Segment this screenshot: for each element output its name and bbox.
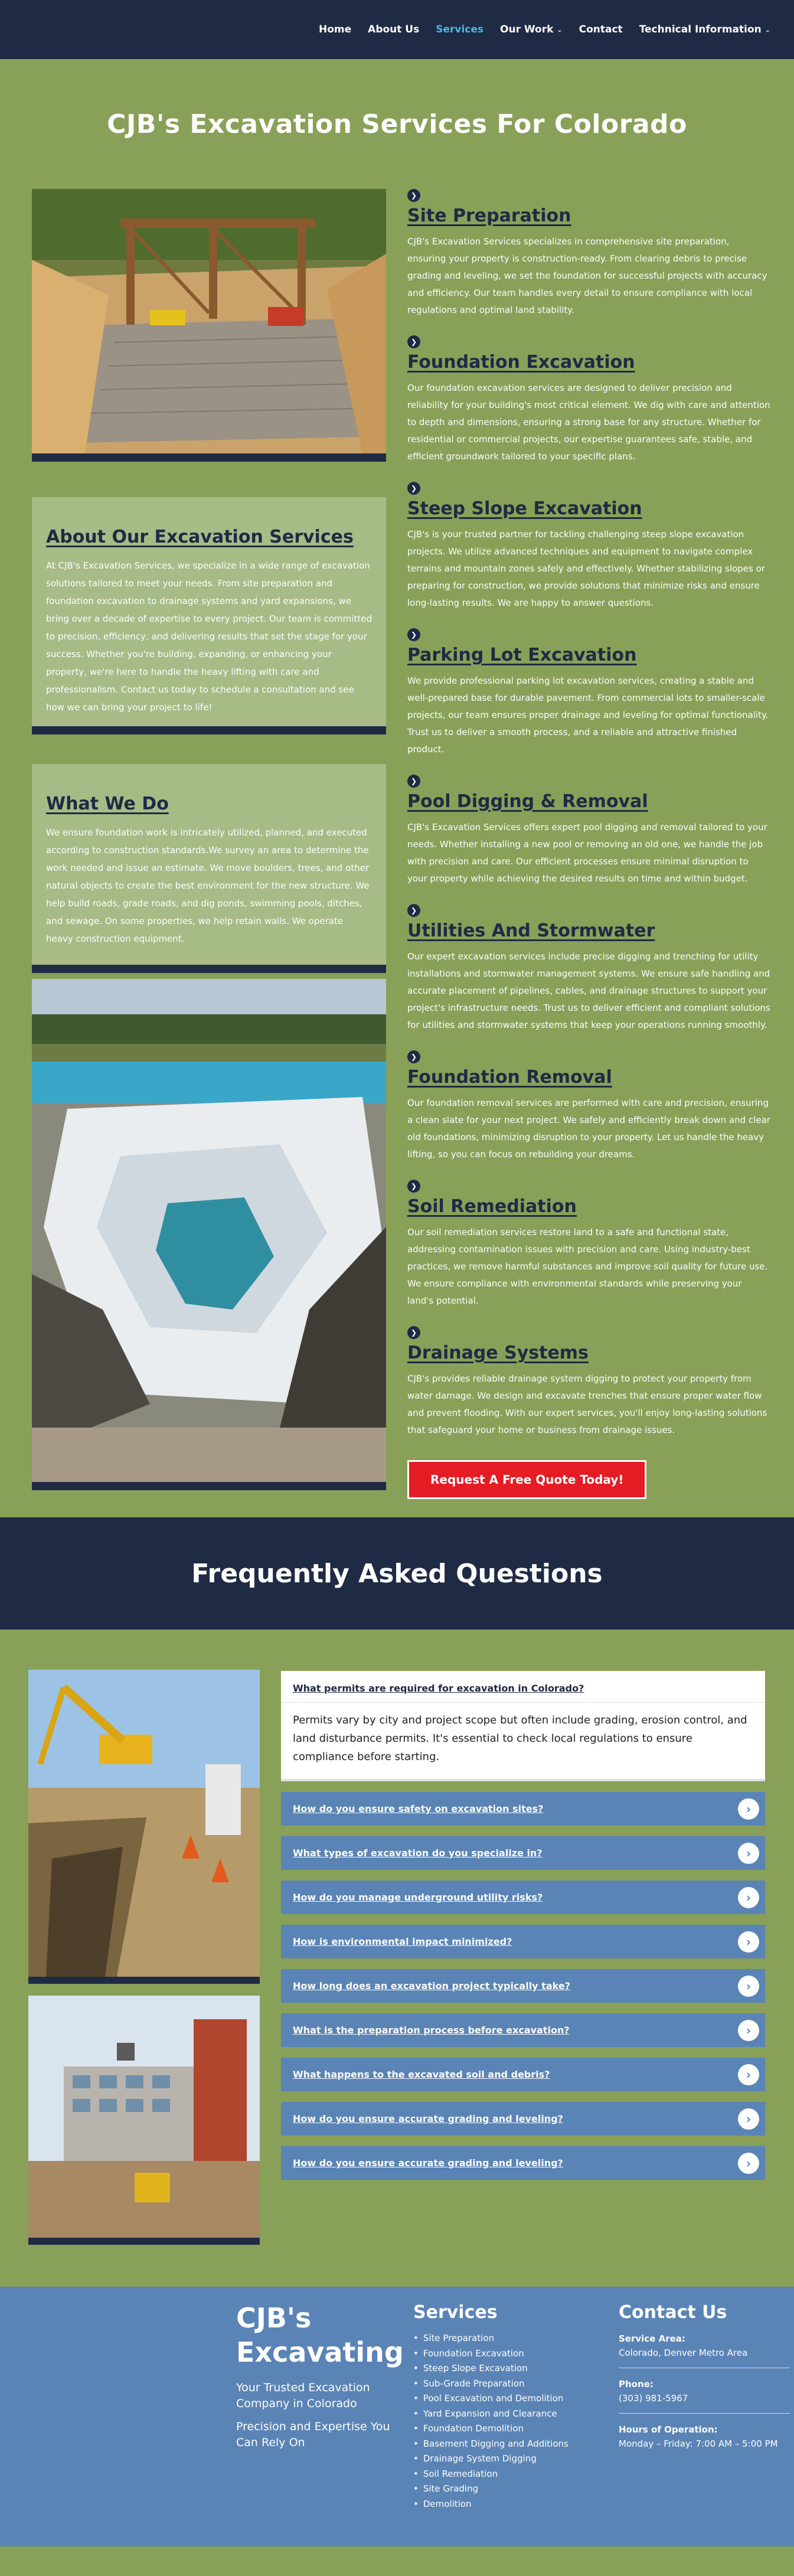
hours-value: Monday – Friday: 7:00 AM – 5:00 PM	[619, 2438, 778, 2449]
service-area-label: Service Area:	[619, 2333, 685, 2344]
service-title: Foundation Removal	[407, 1067, 612, 1088]
faq-question: How do you ensure accurate grading and leveling?	[293, 2113, 563, 2124]
phone-value[interactable]: (303) 981-5967	[619, 2393, 688, 2404]
chevron-down-icon: ⌄	[764, 25, 770, 34]
service-text: CJB's is your trusted partner for tackling challenging steep slope excavation projects. We utilize advanced techniques and equipment to navigate complex terrains and mountain zones safely and effectively. Whether stabilizing slopes or preparing for construction, we provide solutions that minimize risks and ensure long-lasting results. We are happy to answer questions.	[407, 529, 765, 608]
chevron-right-icon[interactable]: ›	[738, 2108, 759, 2130]
arrow-right-icon: ❯	[407, 1180, 420, 1193]
top-nav	[0, 0, 794, 59]
footer-tagline-1: Your Trusted Excavation Company in Colorado	[236, 2381, 370, 2410]
chevron-right-icon[interactable]: ›	[738, 1931, 759, 1953]
faq-question: What types of excavation do you specialize in?	[293, 1847, 543, 1859]
footer-service-link[interactable]: • Drainage System Digging	[413, 2451, 590, 2467]
service-item	[407, 1180, 770, 1310]
about-text: At CJB's Excavation Services, we specialize in a wide range of excavation solutions tailored to meet your needs. From site preparation and foundation excavation to drainage systems and yard expansions, we bring over a decade of expertise to every project. Our team is committed to precision, efficiency, and delivering results that set the stage for your success. Whether you're building, expanding, or enhancing your property, we're here to handle the heavy lifting with care and professionalism. Contact us today to schedule a consultation and see how we can bring your project to life!	[46, 560, 372, 713]
pool-illustration	[32, 979, 386, 1482]
footer-service-link[interactable]: • Foundation Excavation	[413, 2346, 590, 2362]
footer	[0, 2287, 794, 2546]
phone-block	[619, 2379, 790, 2414]
faq-banner	[0, 1517, 794, 1630]
phone-label: Phone:	[619, 2379, 654, 2389]
footer-service-link[interactable]: • Demolition	[413, 2497, 590, 2512]
service-area-value: Colorado, Denver Metro Area	[619, 2348, 748, 2358]
request-quote-button[interactable]: Request A Free Quote Today!	[407, 1460, 646, 1499]
faq-title: Frequently Asked Questions	[191, 1558, 603, 1589]
chevron-down-icon: ⌄	[557, 25, 563, 34]
footer-service-link[interactable]: • Pool Excavation and Demolition	[413, 2391, 590, 2407]
footer-services-list	[413, 2331, 590, 2512]
footer-services	[413, 2302, 590, 2512]
construction-illustration	[28, 1996, 260, 2238]
what-we-do-title: What We Do	[46, 794, 169, 814]
service-text: CJB's Excavation Services specializes in comprehensive site preparation, ensuring your property is construction-ready. From clearing debris to precise grading and leveling, we set the foundation for successful projects with accuracy and efficiency. Our team handles every detail to ensure compliance with local regulations and optimal land stability.	[407, 236, 767, 315]
service-text: Our expert excavation services include precise digging and trenching for utility installations and stormwater management systems. We ensure safe handling and accurate placement of pipelines, cables, and drainage structures to support your project's infrastructure needs. Trust us to deliver efficient and compliant solutions for utilities and stormwater systems that keep your operations running smoothly.	[407, 951, 770, 1030]
nav-item-about-us[interactable]	[368, 24, 419, 35]
site-excavation-illustration	[32, 189, 386, 453]
faq-open-answer: Permits vary by city and project scope but often include grading, erosion control, and land disturbance permits. It's essential to check local regulations to ensure compliance before starting.	[293, 1714, 747, 1763]
service-title: Site Preparation	[407, 205, 571, 226]
service-title: Soil Remediation	[407, 1196, 577, 1217]
service-text: We provide professional parking lot excavation services, creating a stable and well-prepared base for durable pavement. From commercial lots to smaller-scale projects, our team ensures proper drainage and leveling for optimal functionality. Trust us to deliver a smooth process, and a reliable and attractive finished product.	[407, 675, 769, 755]
hours-block	[619, 2424, 790, 2459]
faq-item[interactable]	[281, 1969, 765, 2003]
arrow-right-icon: ❯	[407, 189, 420, 202]
service-title: Foundation Excavation	[407, 352, 635, 373]
faq-item[interactable]	[281, 2102, 765, 2136]
faq-items	[281, 1792, 765, 2180]
footer-brand-name: CJB's Excavating	[236, 2302, 404, 2368]
service-title: Steep Slope Excavation	[407, 498, 642, 519]
chevron-right-icon[interactable]: ›	[738, 1843, 759, 1864]
service-title: Parking Lot Excavation	[407, 645, 637, 665]
footer-contact-title: Contact Us	[619, 2302, 727, 2323]
arrow-right-icon: ❯	[407, 628, 420, 641]
faq-question: What happens to the excavated soil and debris?	[293, 2069, 550, 2080]
construction-site-image	[28, 1996, 260, 2245]
faq-item[interactable]	[281, 2013, 765, 2047]
service-item	[407, 775, 770, 887]
what-we-do-text: We ensure foundation work is intricately utilized, planned, and executed according to construction standards.We survey an area to determine the work needed and issue an estimate. We move boulders, trees, and other natural objects to create the best environment for the new structure. We help build roads, grade roads, and dig ponds, swimming pools, ditches, and sewage. On some properties, we help retain walls. We operate heavy construction equipment.	[46, 827, 370, 944]
services-section	[0, 189, 794, 1517]
arrow-right-icon: ❯	[407, 904, 420, 917]
service-item	[407, 335, 770, 465]
nav-item-label: Services	[436, 24, 484, 35]
nav-item-technical-information[interactable]	[639, 24, 770, 35]
chevron-right-icon[interactable]: ›	[738, 2064, 759, 2085]
faq-item[interactable]	[281, 1836, 765, 1870]
nav-item-label: Technical Information	[639, 24, 762, 35]
faq-open-item	[281, 1671, 765, 1781]
nav-item-contact[interactable]	[579, 24, 623, 35]
faq-question: How is environmental impact minimized?	[293, 1936, 512, 1947]
service-item	[407, 628, 770, 758]
service-area-block	[619, 2333, 790, 2368]
hero	[0, 59, 794, 189]
footer-brand	[236, 2301, 404, 2451]
chevron-right-icon[interactable]: ›	[738, 2020, 759, 2041]
service-text: CJB's Excavation Services offers expert pool digging and removal tailored to your needs. Whether installing a new pool or removing an old one, we handle the job with precision and care. Our efficient processes ensure minimal disruption to your property while achieving the desired results on time and within budget.	[407, 822, 767, 884]
service-item	[407, 482, 770, 612]
pool-image	[32, 979, 386, 1490]
nav-item-label: Our Work	[500, 24, 554, 35]
nav-item-label: Contact	[579, 24, 623, 35]
hours-label: Hours of Operation:	[619, 2424, 718, 2435]
faq-item[interactable]	[281, 2058, 765, 2091]
footer-service-link[interactable]: • Sub-Grade Preparation	[413, 2376, 590, 2392]
footer-service-link[interactable]: • Steep Slope Excavation	[413, 2361, 590, 2376]
nav-item-services[interactable]	[436, 24, 483, 35]
service-title: Drainage Systems	[407, 1343, 589, 1363]
service-title: Pool Digging & Removal	[407, 791, 648, 812]
service-text: Our foundation excavation services are designed to deliver precision and reliability for your building's most critical element. We dig with care and attention to depth and dimensions, ensuring a strong base for any structure. Whether for residential or commercial projects, our expertise guarantees safe, stable, and efficient groundwork tailored to your specific plans.	[407, 383, 770, 462]
footer-service-link[interactable]: • Foundation Demolition	[413, 2421, 590, 2437]
faq-question: How do you ensure safety on excavation sites?	[293, 1803, 544, 1814]
chevron-right-icon[interactable]: ›	[738, 2153, 759, 2174]
about-card	[32, 497, 386, 734]
faq-item[interactable]	[281, 2146, 765, 2180]
services-list	[407, 189, 770, 1499]
arrow-right-icon: ❯	[407, 1326, 420, 1339]
footer-contact	[619, 2302, 790, 2469]
footer-service-link[interactable]: • Soil Remediation	[413, 2467, 590, 2482]
chevron-right-icon[interactable]: ›	[738, 1798, 759, 1820]
service-title: Utilities And Stormwater	[407, 920, 655, 941]
footer-tagline-2: Precision and Expertise You Can Rely On	[236, 2420, 390, 2449]
service-text: Our foundation removal services are performed with care and precision, ensuring a clean slate for your next project. We safely and efficiently break down and clear old foundations, minimizing disruption to your property. Let us handle the heavy lifting, so you can focus on rebuilding your dreams.	[407, 1098, 770, 1160]
arrow-right-icon: ❯	[407, 1050, 420, 1063]
arrow-right-icon: ❯	[407, 482, 420, 495]
service-text: Our soil remediation services restore land to a safe and functional state, addressing contamination issues with precision and care. Using industry-best practices, we remove harmful substances and improve soil quality for future use. We ensure compliance with environmental standards while preserving your land's potential.	[407, 1227, 768, 1306]
faq-item[interactable]	[281, 1925, 765, 1958]
nav-item-our-work[interactable]	[500, 24, 563, 35]
nav-menu	[319, 24, 770, 35]
about-title: About Our Excavation Services	[46, 527, 354, 547]
faq-question: What is the preparation process before excavation?	[293, 2025, 570, 2036]
arrow-right-icon: ❯	[407, 335, 420, 348]
faq-question: How do you ensure accurate grading and leveling?	[293, 2157, 563, 2169]
arrow-right-icon: ❯	[407, 775, 420, 788]
chevron-right-icon[interactable]: ›	[738, 1976, 759, 1997]
excavator-illustration	[28, 1670, 260, 1977]
nav-item-label: Home	[319, 24, 352, 35]
nav-item-home[interactable]	[319, 24, 351, 35]
chevron-right-icon[interactable]: ›	[738, 1887, 759, 1908]
faq-question: How long does an excavation project typically take?	[293, 1980, 570, 1991]
faq-open-question[interactable]: What permits are required for excavation in Colorado?	[281, 1671, 765, 1703]
service-item	[407, 1050, 770, 1163]
faq-accordion	[281, 1671, 765, 2190]
footer-service-link[interactable]: • Site Preparation	[413, 2331, 590, 2346]
footer-services-title: Services	[413, 2302, 498, 2323]
footer-service-link[interactable]: • Basement Digging and Additions	[413, 2437, 590, 2452]
footer-service-link[interactable]: • Yard Expansion and Clearance	[413, 2407, 590, 2422]
faq-section	[0, 1630, 794, 2287]
nav-item-label: About Us	[368, 24, 420, 35]
site-excavation-image	[32, 189, 386, 462]
excavator-trench-image	[28, 1670, 260, 1984]
page-title: CJB's Excavation Services For Colorado	[107, 109, 687, 139]
service-item	[407, 1326, 770, 1439]
faq-question: How do you manage underground utility risks?	[293, 1892, 543, 1903]
service-item	[407, 904, 770, 1034]
footer-service-link[interactable]: • Site Grading	[413, 2482, 590, 2497]
what-we-do-card	[32, 764, 386, 973]
faq-item[interactable]	[281, 1880, 765, 1914]
service-text: CJB's provides reliable drainage system digging to protect your property from water damage. We design and excavate trenches that ensure proper water flow and prevent flooding. With our expert services, you'll enjoy long-lasting solutions that safeguard your home or business from drainage issues.	[407, 1373, 767, 1435]
faq-item[interactable]	[281, 1792, 765, 1826]
service-item	[407, 189, 770, 319]
